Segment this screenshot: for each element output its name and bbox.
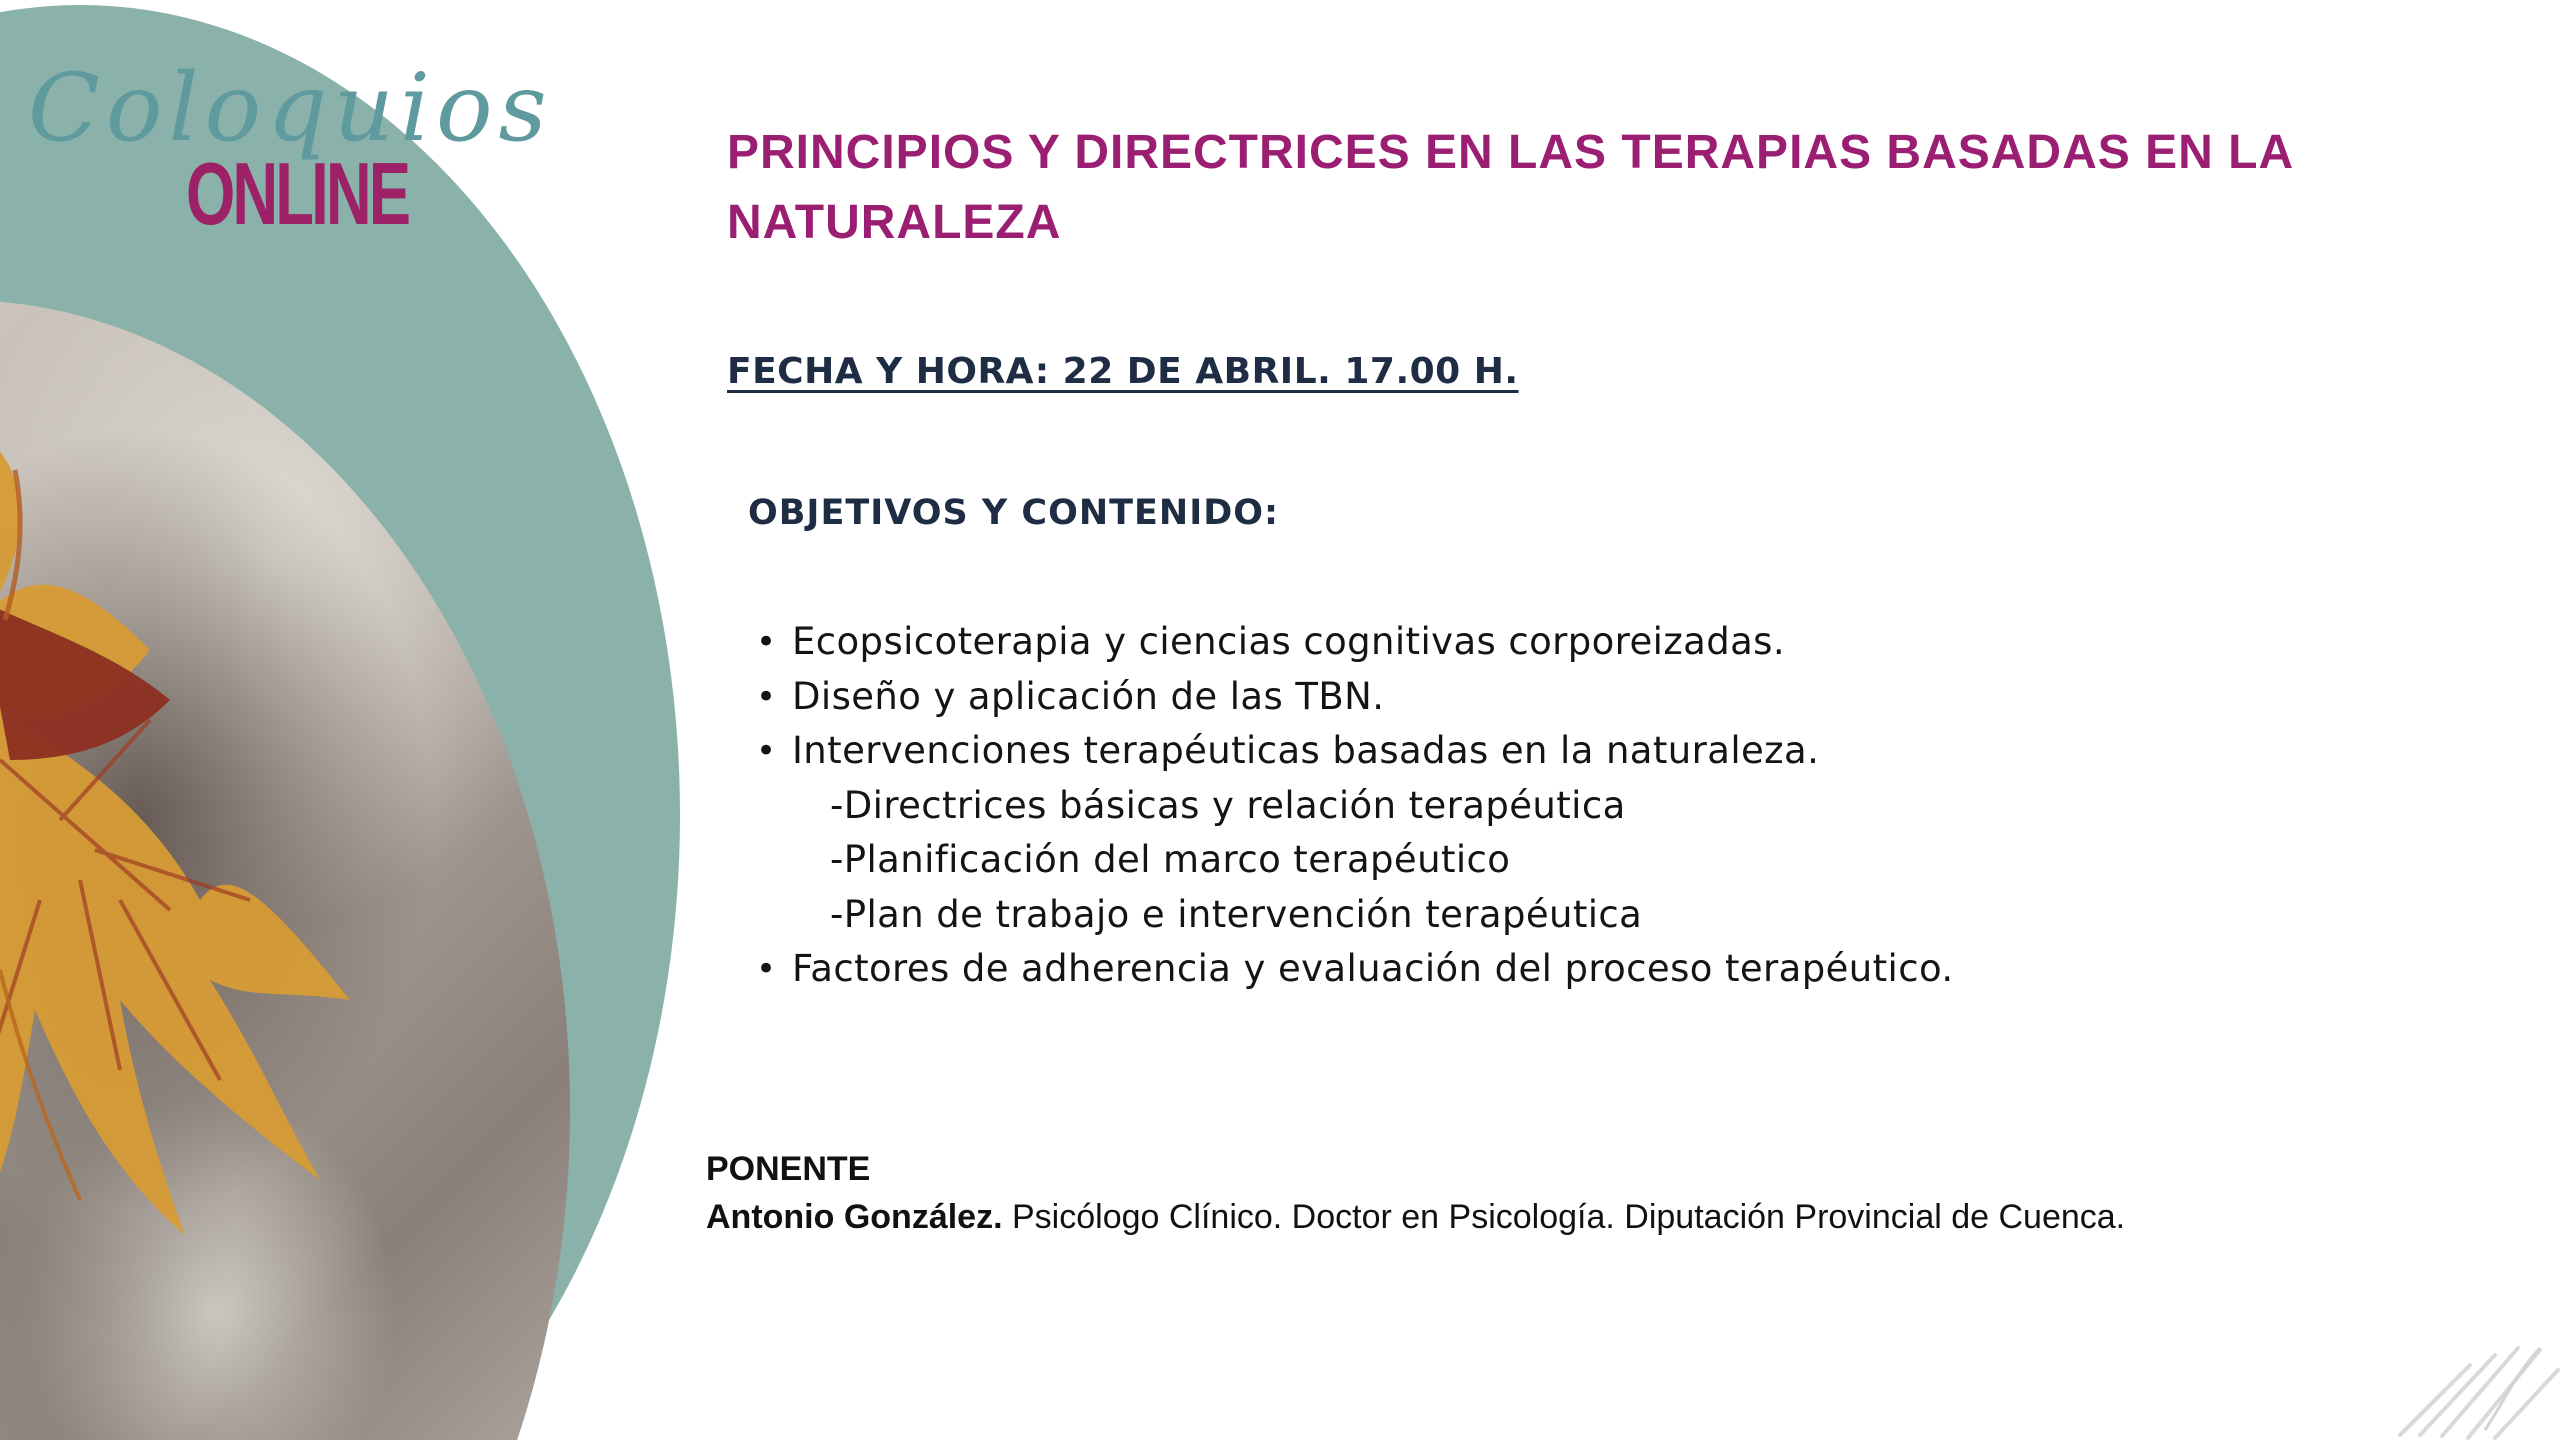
objective-subitem-text: -Directrices básicas y relación terapéutica — [830, 783, 1626, 827]
decorative-stroke-icon — [2390, 1330, 2560, 1440]
speaker-heading: PONENTE — [706, 1150, 871, 1188]
objective-text: Ecopsicoterapia y ciencias cognitivas corporeizadas. — [792, 620, 1786, 663]
objective-text: Intervenciones terapéuticas basadas en la naturaleza. — [792, 729, 1820, 772]
objective-item — [756, 942, 2406, 997]
brand-script-title: Coloquios — [28, 54, 553, 163]
objectives-heading: OBJETIVOS Y CONTENIDO: — [748, 493, 1280, 533]
speaker-description: Psicólogo Clínico. Doctor en Psicología. Diputación Provincial de Cuenca. — [1002, 1198, 2126, 1236]
bullet-icon: • — [756, 949, 777, 989]
speaker-name: Antonio González. — [706, 1198, 1003, 1236]
objective-text: Factores de adherencia y evaluación del proceso terapéutico. — [792, 947, 1954, 990]
event-title: PRINCIPIOS Y DIRECTRICES EN LAS TERAPIAS BASADAS EN LA NATURALEZA — [727, 126, 2293, 249]
bullet-icon: • — [756, 622, 777, 662]
objective-subitem — [756, 888, 2406, 943]
speaker-details — [706, 1197, 2506, 1238]
objective-item — [756, 724, 2406, 779]
bullet-icon: • — [756, 676, 777, 717]
event-date-time: FECHA Y HORA: 22 DE ABRIL. 17.00 H. — [727, 351, 1519, 392]
objective-text: Diseño y aplicación de las TBN. — [792, 674, 1385, 718]
objective-item — [756, 615, 2406, 670]
hero-decoration — [0, 0, 700, 1440]
objective-subitem-text: -Plan de trabajo e intervención terapéutica — [830, 892, 1643, 936]
objective-subitem-text: -Planificación del marco terapéutico — [830, 838, 1511, 881]
objective-item — [756, 670, 2406, 725]
objective-subitem — [756, 779, 2406, 834]
objective-subitem — [756, 833, 2406, 888]
brand-block-title: ONLINE — [186, 144, 409, 243]
bullet-icon: • — [756, 731, 777, 771]
objectives-list — [756, 615, 2406, 997]
